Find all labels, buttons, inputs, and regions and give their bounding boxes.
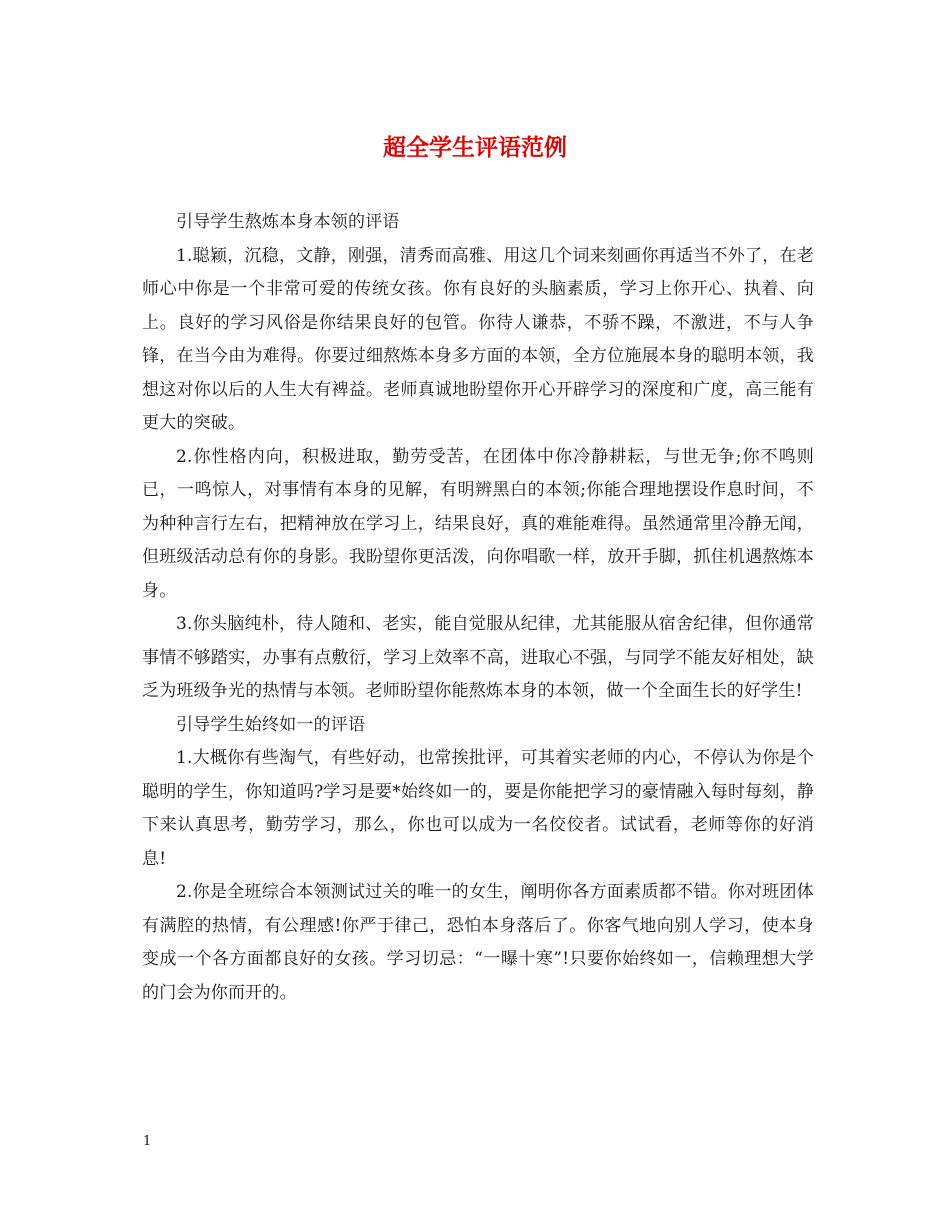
section-heading: 引导学生熬炼本身本领的评语: [176, 212, 400, 232]
page-number: 1: [143, 1134, 152, 1149]
section-heading: 引导学生始终如一的评语: [176, 714, 366, 735]
paragraph: 3.你头脑纯朴，待人随和、老实，能自觉服从纪律，尤其能服从宿舍纪律，但你通常事情不够踏实，办事有点敷衍，学习上效率不高，进取心不强，与同学不能友好相处，缺乏为班级争光的热情与本领。老师盼望你能熬炼本身的本领，做一个全面生长的好学生!: [142, 614, 814, 701]
paragraph: 1.大概你有些淘气，有些好动，也常挨批评，可其着实老师的内心，不停认为你是个聪明的学生，你知道吗?学习是要*始终如一的，要是你能把学习的豪情融入每时每刻，静下来认真思考，勤劳学习，那么，你也可以成为一名佼佼者。试试看，老师等你的好消息!: [142, 748, 814, 869]
paragraph: 2.你是全班综合本领测试过关的唯一的女生，阐明你各方面素质都不错。你对班团体有满腔的热情，有公理感!你严于律己，恐怕本身落后了。你客气地向别人学习，使本身变成一个各方面都良好的女孩。学习切忌：“一曝十寒”!只要你始终如一，信赖理想大学的门会为你而开的。: [142, 882, 814, 1003]
document-body: [142, 206, 814, 1010]
paragraph: 2.你性格内向，积极进取，勤劳受苦，在团体中你冷静耕耘，与世无争;你不鸣则已，一鸣惊人，对事情有本身的见解，有明辨黑白的本领;你能合理地摆设作息时间，不为种种言行左右，把精神放在学习上，结果良好，真的难能难得。虽然通常里冷静无闻，但班级活动总有你的身影。我盼望你更活泼，向你唱歌一样，放开手脚，抓住机遇熬炼本身。: [142, 446, 814, 601]
document-title: 超全学生评语范例: [383, 134, 567, 161]
paragraph: 1.聪颖，沉稳，文静，刚强，清秀而高雅、用这几个词来刻画你再适当不外了，在老师心中你是一个非常可爱的传统女孩。你有良好的头脑素质，学习上你开心、执着、向上。良好的学习风俗是你结果良好的包管。你待人谦恭，不骄不躁，不激进，不与人争锋，在当今由为难得。你要过细熬炼本身多方面的本领，全方位施展本身的聪明本领，我想这对你以后的人生大有裨益。老师真诚地盼望你开心开辟学习的深度和广度，高三能有更大的突破。: [142, 245, 814, 433]
